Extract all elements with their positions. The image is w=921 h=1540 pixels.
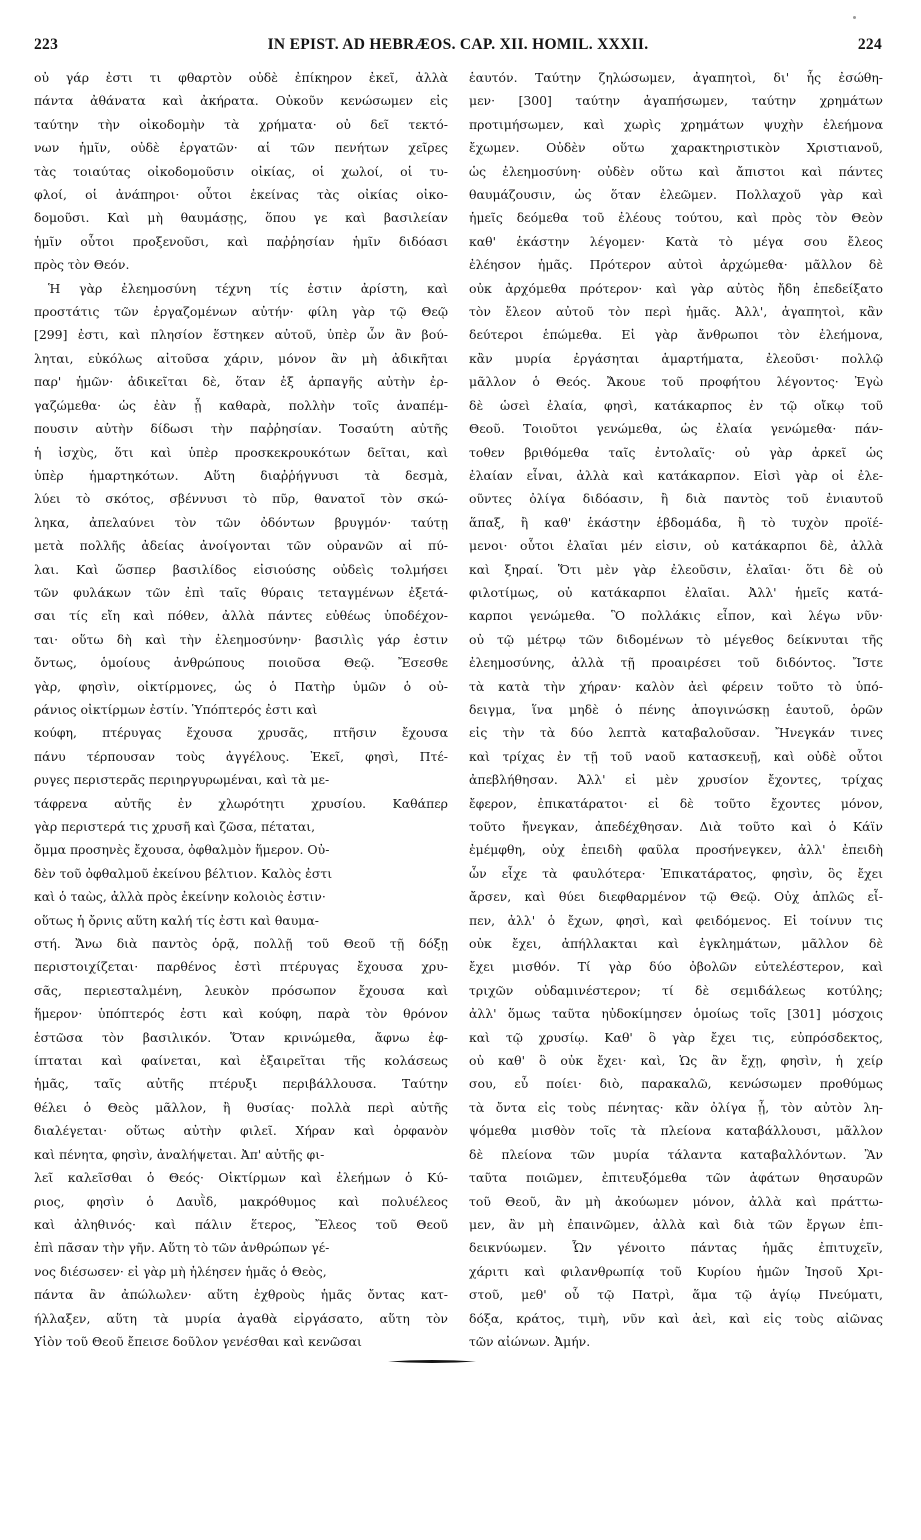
end-rule-ornament	[388, 1359, 476, 1364]
text-line: ἥμερον· ὑπόπτερός ἐστι καὶ κούφη, παρὰ τὸν θρόνον	[34, 1006, 448, 1022]
text-line: ληκα, ἀπελαύνει τὸν τῶν ὀδόντων βρυγμόν· ταύτῃ	[34, 514, 448, 530]
text-line: τοῦ Θεοῦ, ἂν μὴ ἀκούωμεν μόνον, ἀλλὰ καὶ πράττω-	[469, 1193, 883, 1209]
text-line: προτιμήσωμεν, καὶ χωρὶς χρημάτων ψυχὴν ἐλεήμονα	[469, 116, 883, 132]
text-line: προστάτις τῶν ἐργαζομένων αὐτήν· φίλη γὰρ τῷ Θεῷ	[34, 304, 448, 320]
text-line: θαυμάζουσιν, ὡς ὅταν ἐλεῶμεν. Πολλαχοῦ γὰρ καὶ	[469, 187, 883, 203]
text-line: ἔχωμεν. Οὐδὲν οὕτω χαρακτηριστικὸν Χριστιανοῦ,	[469, 140, 883, 156]
text-line: λεῖ καλεῖσθαι ὁ Θεός· Οἰκτίρμων καὶ ἐλεήμων ὁ Κύ-	[34, 1170, 448, 1186]
running-header	[34, 36, 882, 60]
page-number-right: 224	[857, 36, 882, 53]
text-line: τῶν φυλάκων τῶν ἐπὶ ταῖς θύραις τεταγμένων ἐξετά-	[34, 584, 448, 600]
text-line: τριχῶν οὐδαμινέστερον; τί δὲ σεμιδάλεως κοτύλης;	[469, 982, 883, 998]
text-line: Ἡ γὰρ ἐλεημοσύνη τέχνη τίς ἐστιν ἀρίστη, καὶ	[48, 280, 448, 296]
text-line: ἡμῖν οὗτοι προξενοῦσι, καὶ παῤῥησίαν ἡμῖν διδόασι	[34, 233, 448, 249]
text-line: ἐλέησον ἡμᾶς. Πρότερον αὐτοὶ ἀρχώμεθα· μᾶλλον δὲ	[469, 257, 883, 273]
text-line: θέλει ὁ Θεὸς μᾶλλον, ἢ θυσίας· πολλὰ περὶ αὐτῆς	[34, 1099, 448, 1115]
text-line: ράνιος οἰκτίρμων ἐστίν. Ὑπόπτερός ἐστι καὶ	[34, 701, 318, 717]
text-line: ἡμᾶς, ταῖς αὐτῆς πτέρυξι περιβάλλουσα. Ταύτην	[34, 1076, 448, 1092]
text-line: ὡς ἐλεημοσύνη· οὐδὲν οὕτω καὶ ἄπιστοι καὶ πάντες	[469, 163, 883, 179]
text-line: ἔχει μισθόν. Τί γὰρ δύο ὀβολῶν εὐτελέστερον, καὶ	[469, 959, 883, 975]
text-line: νων ἡμῖν, οὐδὲ ἐργατῶν· αἱ τῶν πενήτων χεῖρες	[34, 140, 448, 156]
text-line: ται· οὕτω δὴ καὶ τὴν ἐλεημοσύνην· βασιλὶς γάρ ἐστιν	[34, 631, 448, 647]
text-line: καὶ ὁ ταὼς, ἀλλὰ πρὸς ἐκείνην κολοιὸς ἐστιν·	[34, 889, 326, 905]
text-line: φλοί, οἱ ἀνάπηροι· οὗτοι ἐκείνας τὰς οἰκίας οἰκο-	[34, 187, 448, 203]
text-line: ἡ ἰσχὺς, ὅτι καὶ ὑπὲρ προσκεκρουκότων δεῖται, καὶ	[34, 444, 448, 460]
text-line: κἂν μυρία ἐργάσηται ἁμαρτήματα, ἐλεοῦσι· πολλῷ	[469, 350, 883, 366]
text-line: ἄρσεν, καὶ θύει διεφθαρμένον τῷ Θεῷ. Οὐχ ἁπλῶς εἶ-	[469, 889, 883, 905]
text-line: καὶ ξηραί. Ὅτι μὲν γὰρ ἐλεοῦσιν, ἐλαῖαι· ὅτι δὲ οὐ	[469, 561, 883, 577]
text-line: πάντα ἀθάνατα καὶ ἀκήρατα. Οὐκοῦν κενώσωμεν εἰς	[34, 93, 448, 109]
text-line: ἡμεῖς δεόμεθα τοῦ ἐλέους τούτου, καὶ πρὸς τὸν Θεὸν	[469, 210, 883, 226]
text-line: καὶ τρίχας ἐν τῇ τοῦ ναοῦ κατασκευῇ, καὶ οὐδὲ οὗτοι	[469, 748, 883, 764]
text-line: ἑστῶσα τὸν βασιλικόν. Ὅταν κρινώμεθα, ἄφνω ἐφ-	[34, 1029, 448, 1045]
text-line: τοθεν βριθόμεθα ταῖς ἐντολαῖς· οὐ γὰρ ἀρκεῖ ὡς	[469, 444, 883, 460]
text-line: δειγμα, ἵνα μηδὲ ὁ πένης ἀπογινώσκῃ ἑαυτοῦ, ὁρῶν	[469, 701, 883, 717]
text-line: μεν· [300] ταύτην ἀγαπήσωμεν, ταύτην χρημάτων	[469, 93, 883, 109]
right-text-column	[469, 66, 883, 1353]
text-line: Θεοῦ. Τοιοῦτοι γενώμεθα, ὡς ἐλαία γενώμεθα· πάν-	[469, 421, 883, 437]
text-line: καθ' ἑκάστην λέγομεν· Κατὰ τὸ μέγα σου ἔλεος	[469, 233, 883, 249]
text-line: παρ' ἡμῶν· ἀδικεῖται δὲ, ὅταν ἐξ ἁρπαγῆς αὐτὴν ἐρ-	[34, 374, 448, 390]
text-line: οὕτως ἡ ὄρνις αὕτη καλή τίς ἐστι καὶ θαυμα-	[34, 912, 319, 928]
text-line: γὰρ, φησὶν, οἰκτίρμονες, ὡς ὁ Πατὴρ ὑμῶν ὁ οὐ-	[34, 678, 448, 694]
text-line: πάντα ἂν ἀπώλωλεν· αὕτη ἐχθροὺς ἡμᾶς ὄντας κατ-	[34, 1287, 448, 1303]
text-line: ἐλεημοσύνης, ἀλλὰ τῇ προαιρέσει τοῦ διδόντος. Ἴστε	[469, 655, 883, 671]
text-line: στοῦ, μεθ' οὗ τῷ Πατρὶ, ἅμα τῷ ἁγίῳ Πνεύματι,	[469, 1287, 883, 1303]
text-line: τάφρενα αὐτῆς ἐν χλωρότητι χρυσίου. Καθάπερ	[34, 795, 448, 811]
running-title: IN EPIST. AD HEBRÆOS. CAP. XII. HOMIL. XXXII.	[267, 36, 649, 53]
text-line: τῶν αἰώνων. Ἀμήν.	[469, 1333, 591, 1349]
text-line: οὐκ ἀρχόμεθα πρότερον· καὶ γὰρ αὐτὸς ἤδη ἐπεδείξατο	[469, 280, 883, 296]
text-line: δόξα, κράτος, τιμὴ, νῦν καὶ ἀεὶ, καὶ εἰς τοὺς αἰῶνας	[469, 1310, 883, 1326]
text-line: διαλέγεται· οὕτως αὐτὴν φιλεῖ. Χήραν καὶ ὀρφανὸν	[34, 1123, 448, 1139]
text-line: οῦντες ὀλίγα διδόασιν, ἢ διὰ παντὸς τοῦ ἐνιαυτοῦ	[469, 491, 883, 507]
text-line: πάνυ τέρπουσαν τοὺς ἀγγέλους. Ἐκεῖ, φησὶ, Πτέ-	[34, 748, 448, 764]
text-line: γὰρ περιστερά τις χρυσῆ καὶ ζῶσα, πέταται,	[34, 819, 316, 834]
text-line: ἔφερον, ἐπικατάρατοι· εἰ δὲ τοῦτο ἔχοντες μόνον,	[469, 795, 883, 811]
text-line: πρὸς τὸν Θεόν.	[34, 257, 130, 273]
text-line: ἀπεβλήθησαν. Ἀλλ' εἰ μὲν χρυσίον ἔχοντες, τρίχας	[469, 772, 883, 788]
text-line: λύει τὸ σκότος, σβέννυσι τὸ πῦρ, θανατοῖ τὸν σκώ-	[34, 491, 448, 507]
text-line: νος διέσωσεν· εἰ γὰρ μὴ ἠλέησεν ἡμᾶς ὁ Θεὸς,	[34, 1263, 327, 1279]
text-line: ήλλαξεν, αὕτη τὰ μυρία ἀγαθὰ εἰργάσατο, αὕτη τὸν	[34, 1310, 448, 1326]
text-line: καὶ πένητα, φησὶν, ἀναλήψεται. Ἀπ' αὐτῆς φι-	[34, 1146, 325, 1162]
text-line: δὲ πλείονα τῶν μυρία τάλαντα καταβαλλόντων. Ἂν	[469, 1146, 883, 1162]
text-line: ἀλλ' ὅμως ταῦτα ηὐδοκίμησεν ὁμοίως τοῖς [301] μόσχοις	[469, 1006, 883, 1022]
text-line: δομοῦσι. Καὶ μὴ θαυμάσῃς, ὅπου γε καὶ βασιλείαν	[34, 210, 448, 226]
text-line: σου, εὖ ποίει· διὸ, παρακαλῶ, κενώσωμεν προθύμως	[469, 1076, 883, 1092]
left-text-column	[34, 66, 448, 1353]
text-line: πεν, ἀλλ' ὁ ἔχων, φησὶ, καὶ φειδόμενος. Εἰ τοίνυν τις	[469, 912, 883, 928]
text-line: ταύτην τὴν οἰκοδομὴν τὰ χρήματα· οὐ δεῖ τεκτό-	[34, 116, 448, 132]
text-line: μενοι· οὗτοι ἐλαῖαι μέν εἰσιν, οὐ κατάκαρποι δὲ, ἀλλὰ	[469, 538, 883, 554]
text-line: καὶ ἀληθινός· καὶ πάλιν ἕτερος, Ἔλεος τοῦ Θεοῦ	[34, 1216, 448, 1232]
text-line: δεύτεροι ἑπώμεθα. Εἰ γὰρ ἄνθρωποι τὸν ἐλεήμονα,	[469, 327, 883, 343]
text-line: δὲ ὡσεὶ ἐλαία, φησὶ, κατάκαρπος ἐν τῷ οἴκῳ τοῦ	[469, 397, 883, 413]
text-line: ὧν εἶχε τὰ φαυλότερα· Ἐπικατάρατος, φησὶν, ὃς ἔχει	[469, 865, 883, 881]
text-line: ριος, φησὶν ὁ Δαυῒδ, μακρόθυμος καὶ πολυέλεος	[34, 1193, 448, 1209]
text-line: ψόμεθα μισθὸν τοῖς τὰ πλείονα καταβάλλουσι, μᾶλλον	[469, 1123, 883, 1139]
text-line: τοῦτο ἤνεγκαν, ἀπεδέχθησαν. Διὰ τοῦτο καὶ ὁ Κάϊν	[469, 819, 883, 834]
text-line: δὲν τοῦ ὀφθαλμοῦ ἐκείνου βέλτιον. Καλὸς ἐστι	[34, 865, 333, 881]
text-line: φιλοτίμως, οὐ κατάκαρποι ἐλαῖαι. Ἀλλ' ἡμεῖς κατά-	[469, 584, 883, 600]
text-line: δεικνύωμεν. Ὧν γένοιτο πάντας ἡμᾶς ἐπιτυχεῖν,	[469, 1240, 883, 1256]
text-line: λαι. Καὶ ὥσπερ βασιλίδος εἰσιούσης οὐδεὶς τολμήσει	[34, 561, 448, 577]
text-line: ληται, εὐκόλως αἰτοῦσα χάριν, μόνον ἂν μὴ ἀδικῆται	[34, 350, 448, 366]
text-line: Υἱὸν τοῦ Θεοῦ ἔπεισε δοῦλον γενέσθαι καὶ κενῶσαι	[34, 1333, 362, 1349]
text-line: ρυγες περιστερᾶς περιηργυρωμέναι, καὶ τὰ με-	[34, 772, 330, 788]
text-line: μεν, ἂν μὴ ἐπαινῶμεν, ἀλλὰ καὶ διὰ τῶν ἔργων ἐπι-	[469, 1216, 883, 1232]
text-line: τὰ ὄντα εἰς τοὺς πένητας· κἂν ὀλίγα ᾖ, τὸν αὐτὸν λη-	[469, 1099, 883, 1115]
text-line: ἐμέμφθη, οὐχ ἐπειδὴ φαῦλα προσήνεγκεν, ἀλλ' ἐπειδὴ	[469, 842, 883, 858]
text-line: τὸν ἔλεον αὐτοῦ τὸν περὶ ἡμᾶς. Ἀλλ', ἀγαπητοὶ, κἂν	[469, 304, 883, 320]
text-line: οὐ τῷ μέτρῳ τῶν διδομένων τὸ μέγεθος δείκνυται τῆς	[469, 631, 883, 647]
text-line: κούφη, πτέρυγας ἔχουσα χρυσᾶς, πτῆσιν ἔχουσα	[34, 725, 448, 741]
text-line: ἐλαίαν εἶναι, ἀλλὰ καὶ κατάκαρπον. Εἰσὶ γὰρ οἱ ἐλε-	[469, 467, 883, 483]
text-line: γαζώμεθα· ὡς ἐὰν ᾖ καθαρὰ, πολλὴν τοῖς ἀναπέμ-	[34, 397, 448, 413]
text-line: σαι τίς εἴη καὶ πόθεν, ἀλλὰ πάντες εὐθέως ὑποδέχον-	[34, 608, 448, 624]
text-line: τὰς τοιαύτας οἰκοδομοῦσιν οἰκίας, οἱ χωλοί, οἱ τυ-	[34, 163, 448, 179]
text-line: [299] ἐστι, καὶ πλησίον ἕστηκεν αὐτοῦ, ὑπὲρ ὧν ἂν βού-	[34, 327, 448, 343]
text-line: εἰς τὴν τὰ δύο λεπτὰ καταβαλοῦσαν. Ἤνεγκάν τινες	[469, 725, 883, 741]
text-line: στή. Ἄνω διὰ παντὸς ὁρᾷ, πολλῇ τοῦ Θεοῦ τῇ δόξῃ	[34, 936, 448, 952]
text-line: χάριτι καὶ φιλανθρωπίᾳ τοῦ Κυρίου ἡμῶν Ἰησοῦ Χρι-	[469, 1263, 883, 1279]
text-line: ὑπὲρ ἡμαρτηκότων. Αὕτη διαῤῥήγνυσι τὰ δεσμὰ,	[34, 467, 448, 483]
text-line: μᾶλλον ὁ Θεός. Ἄκουε τοῦ προφήτου λέγοντος· Ἐγὼ	[469, 374, 883, 390]
text-line: ἐπὶ πᾶσαν τὴν γῆν. Αὕτη τὸ τῶν ἀνθρώπων γέ-	[34, 1240, 330, 1256]
text-line: ὄντως, ὁμοίους ἀνθρώπους ποιοῦσα Θεῷ. Ἔσεσθε	[34, 655, 448, 671]
text-line: σᾶς, περιεσταλμένη, λευκὸν πρόσωπον ἔχουσα καὶ	[34, 982, 448, 998]
text-line: οὐ γάρ ἐστι τι φθαρτὸν οὐδὲ ἐπίκηρον ἐκεῖ, ἀλλὰ	[34, 70, 448, 85]
text-line: πουσιν αὐτὴν δίδωσι τὴν παῤῥησίαν. Τοσαύτη αὐτῆς	[34, 421, 448, 437]
page-number-left: 223	[34, 36, 59, 53]
text-line: ταῦτα ποιῶμεν, ἐπιτευξόμεθα τῶν ἀφάτων θησαυρῶν	[469, 1170, 883, 1186]
text-line: ἑαυτόν. Ταύτην ζηλώσωμεν, ἀγαπητοὶ, δι' ἧς ἐσώθη-	[469, 70, 883, 85]
text-line: καὶ τῷ χρυσίῳ. Καθ' ὃ γὰρ ἔχει τις, εὐπρόσδεκτος,	[469, 1029, 883, 1045]
text-line: περιστοιχίζεται· παρθένος ἐστὶ πτέρυγας ἔχουσα χρυ-	[34, 959, 448, 975]
text-line: ὄμμα προσηνὲς ἔχουσα, ὀφθαλμὸν ἥμερον. Οὐ-	[34, 842, 330, 858]
text-line: τὰ κατὰ τὴν χήραν· καλὸν ἀεὶ φέρειν τοῦτο τὸ ὑπό-	[469, 678, 883, 694]
text-line: οὐ καθ' ὃ οὐκ ἔχει· καὶ, Ὡς ἂν ἔχῃ, φησὶν, ἡ χείρ	[469, 1053, 883, 1069]
paper-speck	[853, 16, 856, 19]
text-line: καρποι γενώμεθα. Ὃ πολλάκις εἶπον, καὶ λέγω νῦν·	[469, 608, 883, 624]
text-line: ίπταται καὶ φαίνεται, καὶ ἐξαιρεῖται τῆς κολάσεως	[34, 1053, 448, 1069]
text-line: οὐκ ἔχει, ἀπήλλακται καὶ ἐγκλημάτων, μᾶλλον δὲ	[469, 936, 883, 952]
text-line: ἅπαξ, ἢ καθ' ἑκάστην ἑβδομάδα, ἢ τὸ τυχὸν προϊέ-	[469, 514, 883, 530]
text-line: μετὰ πολλῆς ἀδείας ἀνοίγονται τῶν οὐρανῶν αἱ πύ-	[34, 538, 448, 554]
